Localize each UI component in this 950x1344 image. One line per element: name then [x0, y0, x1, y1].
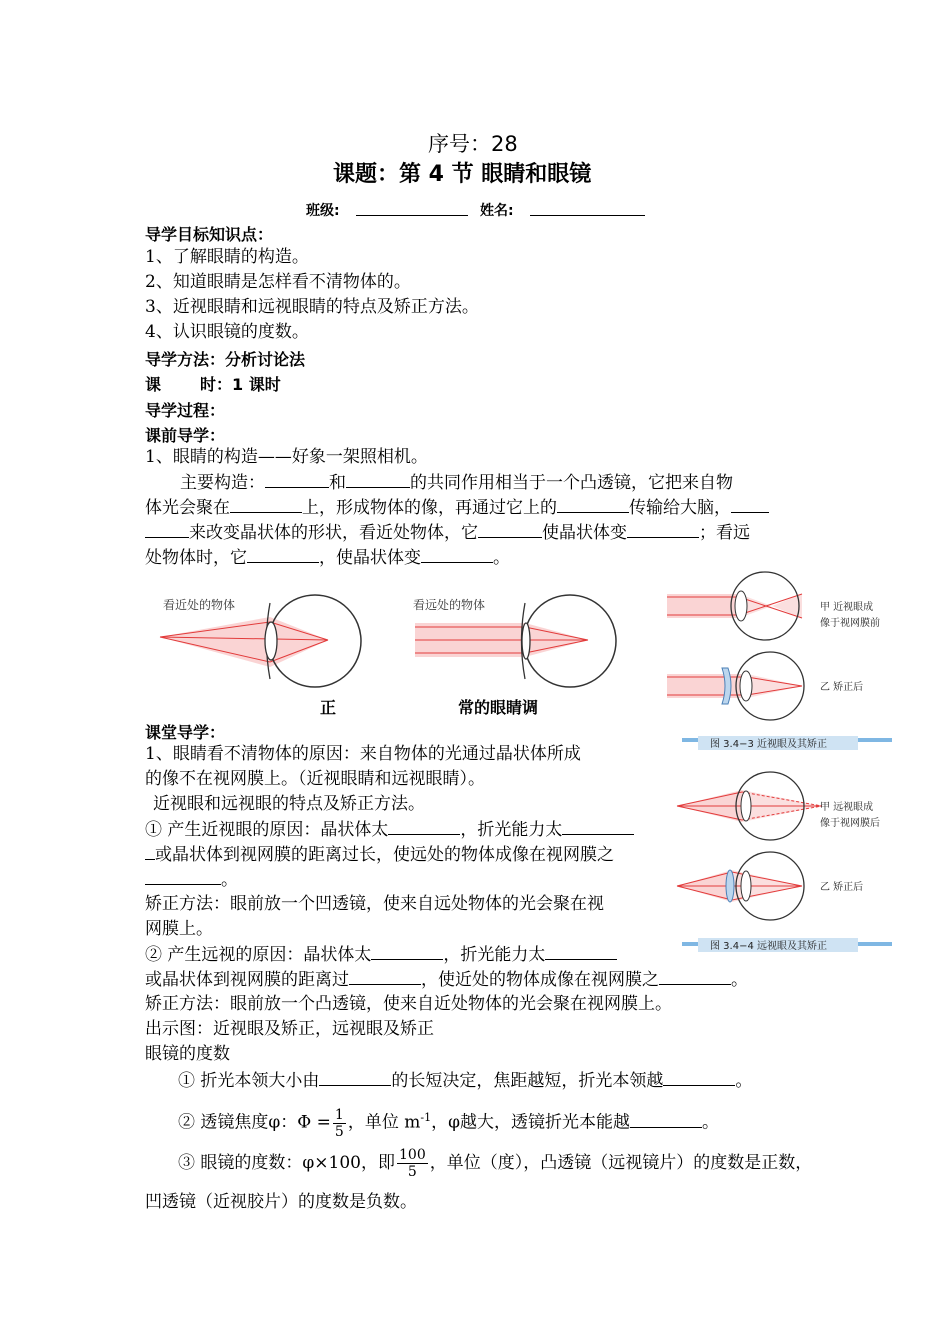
- fraction: [333, 1107, 346, 1140]
- goal-item: 3、近视眼睛和远视眼睛的特点及矫正方法。: [145, 297, 479, 317]
- myopia-label: 甲 近视眼成: [820, 602, 874, 613]
- in-class-line: 矫正方法：眼前放一个凹透镜，使来自远处物体的光会聚在视: [145, 894, 604, 914]
- in-class-line: [178, 1143, 812, 1183]
- numerator: 1: [334, 1106, 344, 1123]
- superscript: -1: [420, 1111, 432, 1124]
- text: 。: [493, 548, 510, 568]
- in-class-line: [145, 942, 617, 968]
- myopia-caption: 图 3.4−3 近视眼及其矫正: [710, 739, 828, 750]
- fraction: [397, 1147, 428, 1180]
- text: ① 产生近视眼的原因：晶状体太: [145, 820, 389, 840]
- text: 来改变晶状体的形状，看近处物体，它: [189, 523, 478, 543]
- correction-label: 乙 矫正后: [820, 882, 864, 893]
- in-class-line: 近视眼和远视眼的特点及矫正方法。: [153, 794, 425, 814]
- class-blank: [356, 198, 468, 216]
- in-class-line: [145, 967, 748, 993]
- name-blank: [530, 198, 645, 216]
- answer-blank[interactable]: [349, 967, 421, 985]
- process-heading: 导学过程：: [145, 401, 226, 420]
- hyperopia-figure: [662, 768, 892, 958]
- in-class-line: 矫正方法：眼前放一个凸透镜，使来自近处物体的光会聚在视网膜上。: [145, 994, 672, 1014]
- crystalline-lens-icon: [741, 871, 751, 901]
- goal-item: 2、知道眼睛是怎样看不清物体的。: [145, 272, 411, 292]
- goals-heading: 导学目标知识点：: [145, 225, 274, 244]
- hyperopia-label: 甲 远视眼成: [820, 802, 874, 813]
- in-class-line: 的像不在视网膜上。（近视眼睛和远视眼睛）。: [145, 769, 485, 789]
- answer-blank[interactable]: [421, 545, 493, 563]
- correction-label: 乙 矫正后: [820, 682, 864, 693]
- answer-blank[interactable]: [145, 867, 221, 885]
- in-class-line: [178, 1068, 752, 1094]
- pre-class-heading: 课前导学：: [145, 426, 226, 445]
- text: 传输给大脑，: [629, 498, 731, 518]
- text: ，使近处的物体成像在视网膜之: [421, 970, 659, 990]
- serial-number: 序号：28: [428, 132, 518, 156]
- answer-blank[interactable]: [557, 495, 629, 513]
- figure-caption-left: 正: [320, 698, 337, 717]
- answer-blank[interactable]: [627, 520, 699, 538]
- page-title: 课题：第 4 节 眼睛和眼镜: [333, 162, 592, 187]
- answer-blank[interactable]: [663, 1068, 735, 1086]
- structure-paragraph-line: [145, 520, 750, 546]
- text: ，折光能力太: [460, 820, 563, 840]
- in-class-line: 1、眼睛看不清物体的原因：来自物体的光通过晶状体所成: [145, 744, 581, 764]
- in-class-line: [145, 842, 614, 868]
- denominator: 5: [334, 1123, 344, 1140]
- in-class-line: 网膜上。: [145, 919, 213, 939]
- text: 的长短决定，焦距越短，折光本领越: [391, 1071, 664, 1091]
- text: 主要构造：: [180, 473, 265, 493]
- text: 的共同作用相当于一个凸透镜，它把来自物: [410, 473, 733, 493]
- answer-blank[interactable]: [562, 817, 634, 835]
- answer-blank[interactable]: [659, 967, 731, 985]
- method-line: 导学方法：分析讨论法: [145, 350, 306, 369]
- text: ，使晶状体变: [319, 548, 421, 568]
- answer-blank[interactable]: [265, 470, 329, 488]
- myopia-label: 像于视网膜前: [820, 618, 880, 629]
- hyperopia-caption: 图 3.4−4 远视眼及其矫正: [710, 941, 828, 952]
- in-class-line: 眼镜的度数: [145, 1044, 230, 1064]
- text: ，单位（度），凸透镜（远视镜片）的度数是正数，: [429, 1153, 813, 1173]
- text: ；看远: [699, 523, 750, 543]
- name-label: 姓名:: [480, 203, 514, 219]
- in-class-line: 凹透镜（近视胶片）的度数是负数。: [145, 1192, 417, 1212]
- hyperopia-label: 像于视网膜后: [820, 818, 880, 829]
- far-object-label: 看远处的物体: [413, 598, 486, 612]
- denominator: 5: [407, 1164, 417, 1180]
- text: ，折光能力太: [443, 945, 546, 965]
- class-label: 班级:: [306, 203, 340, 219]
- answer-blank[interactable]: [731, 495, 769, 513]
- crystalline-lens-icon: [265, 622, 277, 660]
- text: 和: [329, 473, 346, 493]
- pre-class-line: 1、眼睛的构造——好象一架照相机。: [145, 447, 428, 467]
- text: 。: [735, 1071, 753, 1091]
- text: 或晶状体到视网膜的距离过: [145, 970, 349, 990]
- answer-blank[interactable]: [630, 1110, 702, 1128]
- answer-blank[interactable]: [346, 470, 410, 488]
- answer-blank[interactable]: [145, 842, 155, 860]
- crystalline-lens-icon: [522, 623, 530, 659]
- text: 使晶状体变: [542, 523, 627, 543]
- text: 上，形成物体的像，再通过它上的: [302, 498, 557, 518]
- answer-blank[interactable]: [145, 520, 189, 538]
- in-class-line: [145, 867, 238, 893]
- text: ① 折光本领大小由: [178, 1071, 320, 1091]
- answer-blank[interactable]: [247, 545, 319, 563]
- answer-blank[interactable]: [545, 942, 617, 960]
- text: 或晶状体到视网膜的距离过长，使远处的物体成像在视网膜之: [155, 845, 614, 865]
- normal-eye-figure: [145, 585, 655, 690]
- text: 体光会聚在: [145, 498, 230, 518]
- answer-blank[interactable]: [478, 520, 542, 538]
- text: ，φ越大，透镜折光本能越: [431, 1112, 630, 1133]
- in-class-line: [178, 1098, 719, 1143]
- structure-paragraph-line: [145, 495, 769, 521]
- numerator: 100: [399, 1147, 426, 1163]
- near-object-label: 看近处的物体: [163, 598, 236, 612]
- answer-blank[interactable]: [230, 495, 302, 513]
- text: 。: [221, 870, 238, 890]
- text: 。: [701, 1112, 719, 1133]
- text: ② 产生远视的原因：晶状体太: [145, 945, 372, 965]
- text: ，单位 m: [347, 1112, 421, 1133]
- structure-paragraph-line: [180, 470, 733, 496]
- goal-item: 4、认识眼镜的度数。: [145, 322, 309, 342]
- answer-blank[interactable]: [319, 1068, 391, 1086]
- in-class-line: 出示图：近视眼及矫正，远视眼及矫正: [145, 1019, 434, 1039]
- figure-caption-right: 常的眼睛调: [458, 698, 539, 717]
- text: 处物体时，它: [145, 548, 247, 568]
- in-class-line: [145, 817, 634, 843]
- period-line: 课 时：1 课时: [145, 375, 281, 394]
- myopia-figure: [662, 568, 892, 758]
- in-class-heading: 课堂导学：: [145, 723, 226, 742]
- crystalline-lens-icon: [740, 671, 752, 701]
- crystalline-lens-icon: [741, 791, 751, 821]
- convex-lens-icon: [726, 870, 734, 902]
- answer-blank[interactable]: [388, 817, 460, 835]
- text: 。: [731, 970, 748, 990]
- crystalline-lens-icon: [735, 591, 747, 621]
- text: ② 透镜焦度φ：Φ =: [178, 1112, 331, 1133]
- text: ③ 眼镜的度数：φ×100，即: [178, 1153, 395, 1173]
- structure-paragraph-line: [145, 545, 510, 571]
- answer-blank[interactable]: [371, 942, 443, 960]
- goal-item: 1、了解眼睛的构造。: [145, 247, 309, 267]
